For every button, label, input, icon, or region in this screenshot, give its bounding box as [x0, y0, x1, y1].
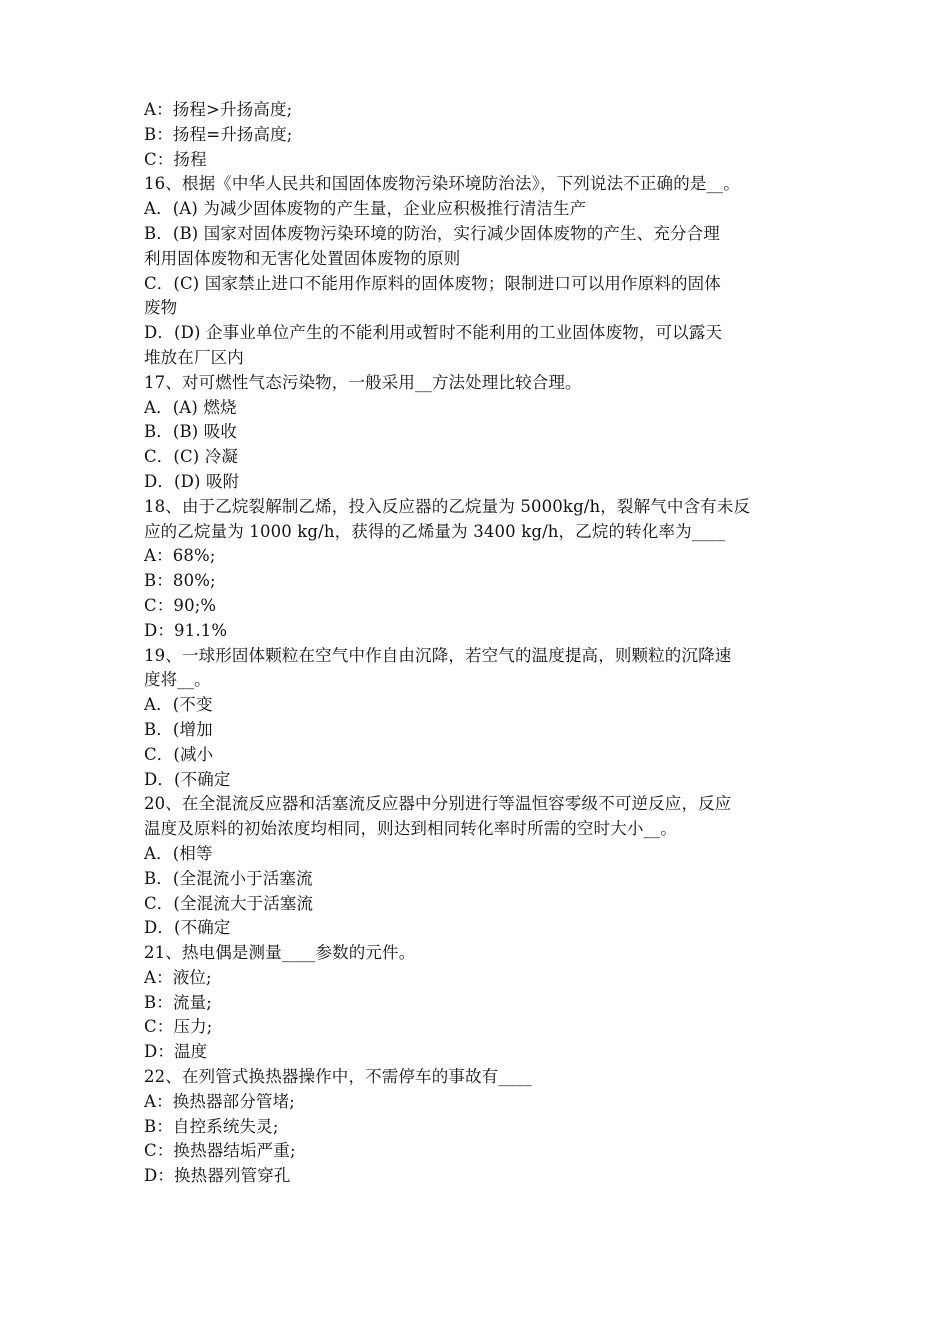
option-line: B：流量; — [144, 992, 212, 1012]
option-line: D：91.1% — [144, 620, 228, 640]
question-20: 20、在全混流反应器和活塞流反应器中分别进行等温恒容零级不可逆反应，反应 — [144, 794, 732, 814]
option-line: B．(B) 吸收 — [144, 422, 238, 442]
text-line: C：扬程 — [144, 149, 207, 169]
text-line: 废物 — [144, 298, 178, 318]
option-line: C：90;% — [144, 595, 217, 615]
option-line: C：压力; — [144, 1017, 213, 1037]
option-line: A．(相等 — [144, 843, 213, 863]
option-line: C．(全混流大于活塞流 — [144, 893, 314, 913]
option-line: A．(不变 — [144, 695, 213, 715]
text-line: 应的乙烷量为 1000 kg/h，获得的乙烯量为 3400 kg/h，乙烷的转化率为____ — [144, 521, 726, 541]
option-line: D：换热器列管穿孔 — [144, 1166, 291, 1186]
option-line: D：温度 — [144, 1042, 208, 1062]
option-line: D．(D) 企事业单位产生的不能利用或暂时不能利用的工业固体废物，可以露天 — [144, 323, 723, 343]
option-line: B：自控系统失灵; — [144, 1116, 279, 1136]
option-line: B．(增加 — [144, 719, 213, 739]
option-line: D．(D) 吸附 — [144, 471, 240, 491]
option-line: D．(不确定 — [144, 918, 231, 938]
option-line: C．(C) 冷凝 — [144, 447, 239, 467]
text-line: B：扬程=升扬高度; — [144, 124, 293, 144]
question-16: 16、根据《中华人民共和国固体废物污染环境防治法》，下列说法不正确的是__。 — [144, 174, 740, 194]
option-line: A：68%; — [144, 546, 216, 566]
option-line: D．(不确定 — [144, 769, 231, 789]
question-18: 18、由于乙烷裂解制乙烯，投入反应器的乙烷量为 5000kg/h，裂解气中含有未反 — [144, 496, 751, 516]
option-line: C．(减小 — [144, 744, 214, 764]
text-line: 利用固体废物和无害化处置固体废物的原则 — [144, 248, 461, 268]
text-line: 温度及原料的初始浓度均相同，则达到相同转化率时所需的空时大小__。 — [144, 819, 677, 839]
option-line: C．(C) 国家禁止进口不能用作原料的固体废物；限制进口可以用作原料的固体 — [144, 273, 721, 293]
question-22: 22、在列管式换热器操作中，不需停车的事故有____ — [144, 1067, 532, 1087]
option-line: B：80%; — [144, 571, 216, 591]
option-line: C：换热器结垢严重; — [144, 1141, 296, 1161]
text-line: A：扬程>升扬高度; — [144, 100, 293, 119]
question-19: 19、一球形固体颗粒在空气中作自由沉降，若空气的温度提高，则颗粒的沉降速 — [144, 645, 732, 665]
question-21: 21、热电偶是测量____参数的元件。 — [144, 943, 416, 963]
option-line: A：液位; — [144, 967, 212, 987]
document-page — [144, 98, 809, 1189]
text-line: 堆放在厂区内 — [144, 347, 244, 367]
question-17: 17、对可燃性气态污染物，一般采用__方法处理比较合理。 — [144, 372, 582, 392]
text-line: 度将__。 — [144, 670, 211, 690]
option-line: A：换热器部分管堵; — [144, 1091, 295, 1111]
option-line: A．(A) 燃烧 — [144, 397, 237, 417]
option-line: B．(全混流小于活塞流 — [144, 868, 313, 888]
option-line: A．(A) 为减少固体废物的产生量，企业应积极推行清洁生产 — [144, 199, 587, 219]
option-line: B．(B) 国家对固体废物污染环境的防治，实行减少固体废物的产生、充分合理 — [144, 223, 720, 243]
